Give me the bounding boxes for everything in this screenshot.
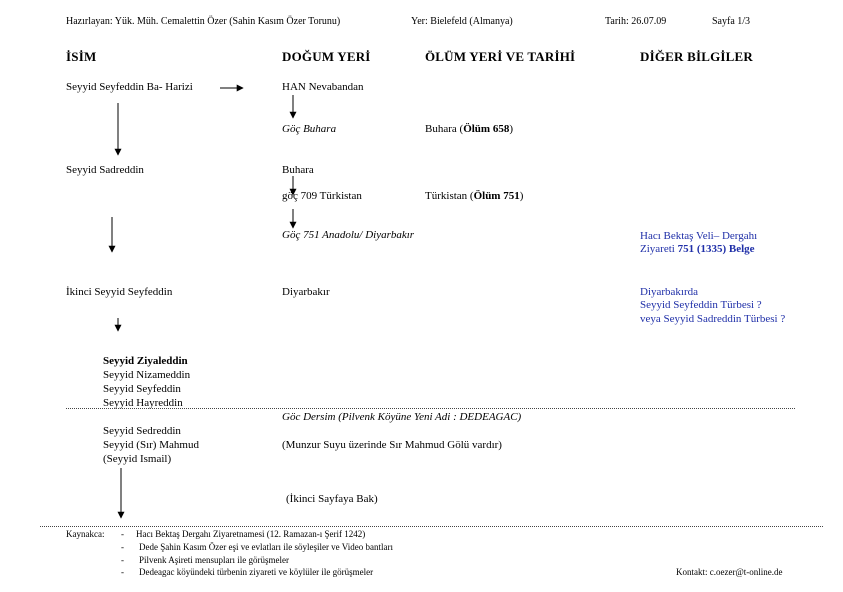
row2-migration: göç 709 Türkistan (282, 190, 362, 202)
row2-death-year: Ölüm 751 (473, 190, 520, 202)
son-item: Seyyid Nizameddin (103, 369, 191, 381)
son-item: Seyyid Ziyaleddin (103, 355, 188, 367)
source-item: Hacı Bektaş Dergahı Ziyaretnamesi (12. Ramazan-ı Şerif 1242) (136, 529, 366, 539)
header-date: Tarih: 26.07.09 (605, 16, 667, 27)
column-death-heading: ÖLÜM YERİ VE TARİHİ (425, 49, 576, 64)
row4-birth: Diyarbakır (282, 286, 330, 298)
row1-birth: HAN Nevabandan (282, 81, 364, 93)
row3-info-line1: Hacı Bektaş Veli– Dergahı (640, 230, 758, 242)
header-place: Yer: Bielefeld (Almanya) (411, 16, 513, 27)
source-bullet: - (121, 542, 124, 552)
column-name-heading: İSİM (66, 49, 97, 64)
row4-info-line1: Diyarbakırda (640, 286, 699, 298)
next-page-note: (İkinci Sayfaya Bak) (286, 493, 378, 505)
row1-death-year: Ölüm 658 (463, 123, 510, 135)
row1-name: Seyyid Seyfeddin Ba- Harizi (66, 81, 193, 93)
row5-name-item: Seyyid Sedreddin (103, 425, 181, 437)
row3-info-line2-prefix: Ziyareti (640, 243, 678, 255)
column-birth-heading: DOĞUM YERİ (282, 49, 371, 64)
sources-label: Kaynakca: (66, 529, 105, 539)
row2-death-suffix: ) (519, 190, 524, 202)
row5-name-item: Seyyid (Sır) Mahmud (103, 439, 199, 451)
row5-migration: Göc Dersim (Pilvenk Köyüne Yeni Adi : DEDEAGAC) (282, 411, 522, 423)
row4-info-line3: veya Seyyid Sadreddin Türbesi ? (640, 313, 786, 325)
son-item: Seyyid Hayreddin (103, 397, 183, 409)
row5-note: (Munzur Suyu üzerinde Sır Mahmud Gölü vardır) (282, 439, 502, 451)
row3-info-line2-bold: 751 (1335) Belge (677, 243, 755, 255)
row1-death-suffix: ) (509, 123, 514, 135)
row2-death-prefix: Türkistan ( (425, 190, 474, 202)
column-other-heading: DİĞER BİLGİLER (640, 49, 753, 64)
row4-name: İkinci Seyyid Seyfeddin (66, 286, 173, 298)
source-bullet: - (121, 529, 124, 539)
row4-info-line2: Seyyid Seyfeddin Türbesi ? (640, 299, 762, 311)
row2-name: Seyyid Sadreddin (66, 164, 144, 176)
header-prepared-by: Hazırlayan: Yük. Müh. Cemalettin Özer (Sahin Kasım Özer Torunu) (66, 16, 341, 27)
source-item: Pilvenk Aşireti mensupları ile görüşmeler (139, 555, 289, 565)
son-item: Seyyid Seyfeddin (103, 383, 181, 395)
source-bullet: - (121, 567, 124, 577)
source-item: Dedeagac köyündeki türbenin ziyareti ve köylüler ile görüşmeler (139, 567, 374, 577)
header-page: Sayfa 1/3 (712, 16, 751, 27)
source-item: Dede Şahin Kasım Özer eşi ve evlatları ile söyleşiler ve Video bantları (139, 542, 393, 552)
row1-migration: Göç Buhara (282, 123, 337, 135)
row3-migration: Göç 751 Anadolu/ Diyarbakır (282, 229, 415, 241)
row1-death-prefix: Buhara ( (425, 123, 464, 135)
contact-email: Kontakt: c.oezer@t-online.de (676, 567, 783, 577)
row5-name-item: (Seyyid Ismail) (103, 453, 172, 465)
row2-birth: Buhara (282, 164, 314, 176)
source-bullet: - (121, 555, 124, 565)
